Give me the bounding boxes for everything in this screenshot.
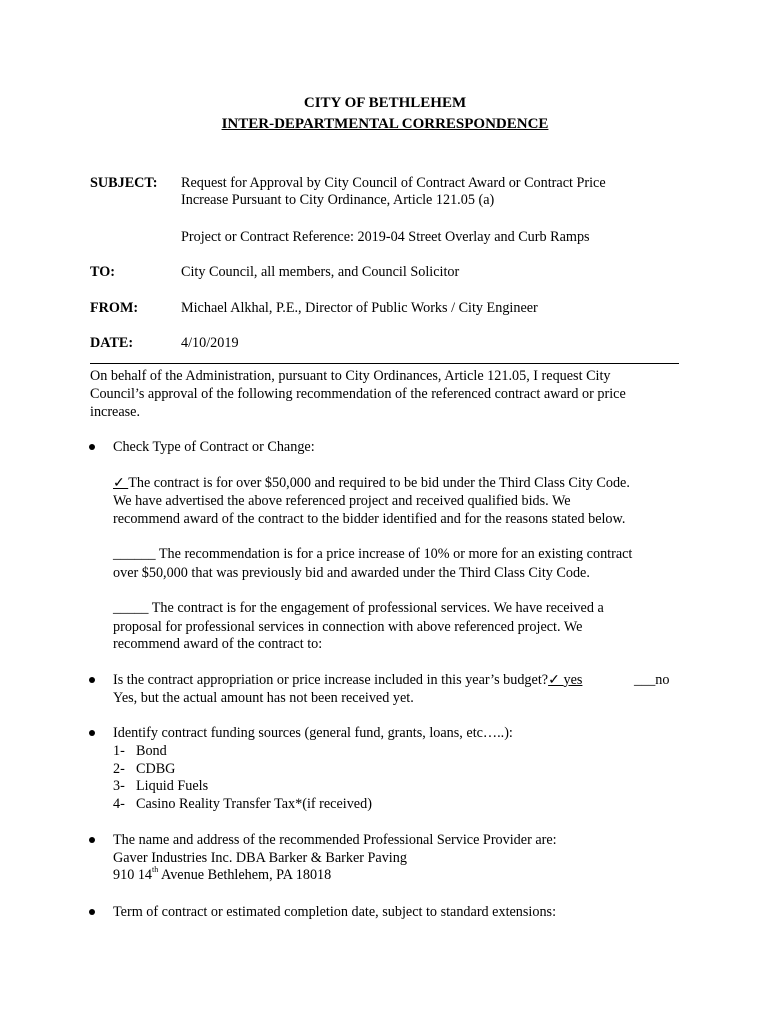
contract-option-2-text: The recommendation is for a price increase of 10% or more for an existing contract (155, 546, 633, 562)
address-street: Avenue Bethlehem, PA 18018 (158, 867, 332, 883)
to-value: City Council, all members, and Council Solicitor (181, 264, 460, 280)
funding-item: Casino Reality Transfer Tax*(if received) (136, 796, 372, 812)
contract-option-2-line-1 (113, 546, 632, 563)
subject-line-1: Request for Approval by City Council of Contract Award or Contract Price (181, 175, 606, 191)
contract-option-3-line-1 (113, 600, 604, 617)
checkmark-icon: ✓ (113, 475, 129, 491)
contract-option-3-line-2: proposal for professional services in connection with above referenced project. We (113, 619, 583, 635)
bullet-icon (89, 444, 95, 450)
contract-option-3-text: The contract is for the engagement of professional services. We have received a (148, 600, 604, 616)
yes-label: yes (563, 672, 583, 688)
bullet-icon (89, 730, 95, 736)
funding-number: 4- (113, 796, 125, 812)
contract-option-3-line-3: recommend award of the contract to: (113, 636, 323, 652)
document-title: CITY OF BETHLEHEM (303, 95, 467, 111)
intro-line-1: On behalf of the Administration, pursuant to City Ordinances, Article 121.05, I request City (90, 368, 611, 384)
bullet-icon (89, 837, 95, 843)
option-2-blank: ______ (113, 546, 156, 562)
contract-option-1-line-1 (113, 475, 630, 492)
budget-question-line (113, 672, 582, 689)
no-label: no (655, 672, 670, 688)
budget-note: Yes, but the actual amount has not been received yet. (113, 690, 414, 706)
term-heading: Term of contract or estimated completion date, subject to standard extensions: (113, 904, 557, 920)
to-label: TO: (90, 264, 115, 280)
funding-item: Liquid Fuels (136, 778, 209, 794)
contract-option-1-line-2: We have advertised the above referenced project and received qualified bids. We (113, 493, 571, 509)
from-value: Michael Alkhal, P.E., Director of Public Works / City Engineer (181, 300, 538, 316)
from-label: FROM: (90, 300, 139, 316)
funding-number: 2- (113, 761, 125, 777)
intro-line-3: increase. (90, 404, 141, 420)
contract-option-1-line-3: recommend award of the contract to the bidder identified and for the reasons stated below. (113, 511, 626, 527)
funding-number: 1- (113, 743, 125, 759)
subject-line-2: Increase Pursuant to City Ordinance, Article 121.05 (a) (181, 192, 495, 208)
no-blank: ___ (634, 672, 656, 688)
address-suffix: th (152, 865, 159, 874)
date-value: 4/10/2019 (181, 335, 239, 351)
contract-option-2-line-2: over $50,000 that was previously bid and awarded under the Third Class City Code. (113, 565, 590, 581)
contract-option-1-text: The contract is for over $50,000 and required to be bid under the Third Class City Code. (128, 475, 630, 491)
header-divider (90, 363, 679, 364)
contract-type-heading: Check Type of Contract or Change: (113, 439, 315, 455)
provider-name: Gaver Industries Inc. DBA Barker & Barker Paving (113, 850, 407, 866)
funding-item: Bond (136, 743, 167, 759)
provider-heading: The name and address of the recommended Professional Service Provider are: (113, 832, 557, 848)
subject-label: SUBJECT: (90, 175, 158, 191)
option-3-blank: _____ (113, 600, 149, 616)
budget-question: Is the contract appropriation or price increase included in this year’s budget? (113, 672, 549, 688)
bullet-icon (89, 677, 95, 683)
funding-heading: Identify contract funding sources (general fund, grants, loans, etc…..): (113, 725, 513, 741)
funding-number: 3- (113, 778, 125, 794)
budget-no-option (634, 672, 669, 689)
funding-item: CDBG (136, 761, 176, 777)
yes-checkmark-icon: ✓ (548, 672, 564, 688)
bullet-icon (89, 909, 95, 915)
document-subtitle: INTER-DEPARTMENTAL CORRESPONDENCE (221, 116, 549, 132)
address-number: 910 14 (113, 867, 153, 883)
project-reference: Project or Contract Reference: 2019-04 Street Overlay and Curb Ramps (181, 229, 590, 245)
intro-line-2: Council’s approval of the following recommendation of the referenced contract award or price (90, 386, 626, 402)
provider-address (113, 867, 331, 884)
date-label: DATE: (90, 335, 134, 351)
